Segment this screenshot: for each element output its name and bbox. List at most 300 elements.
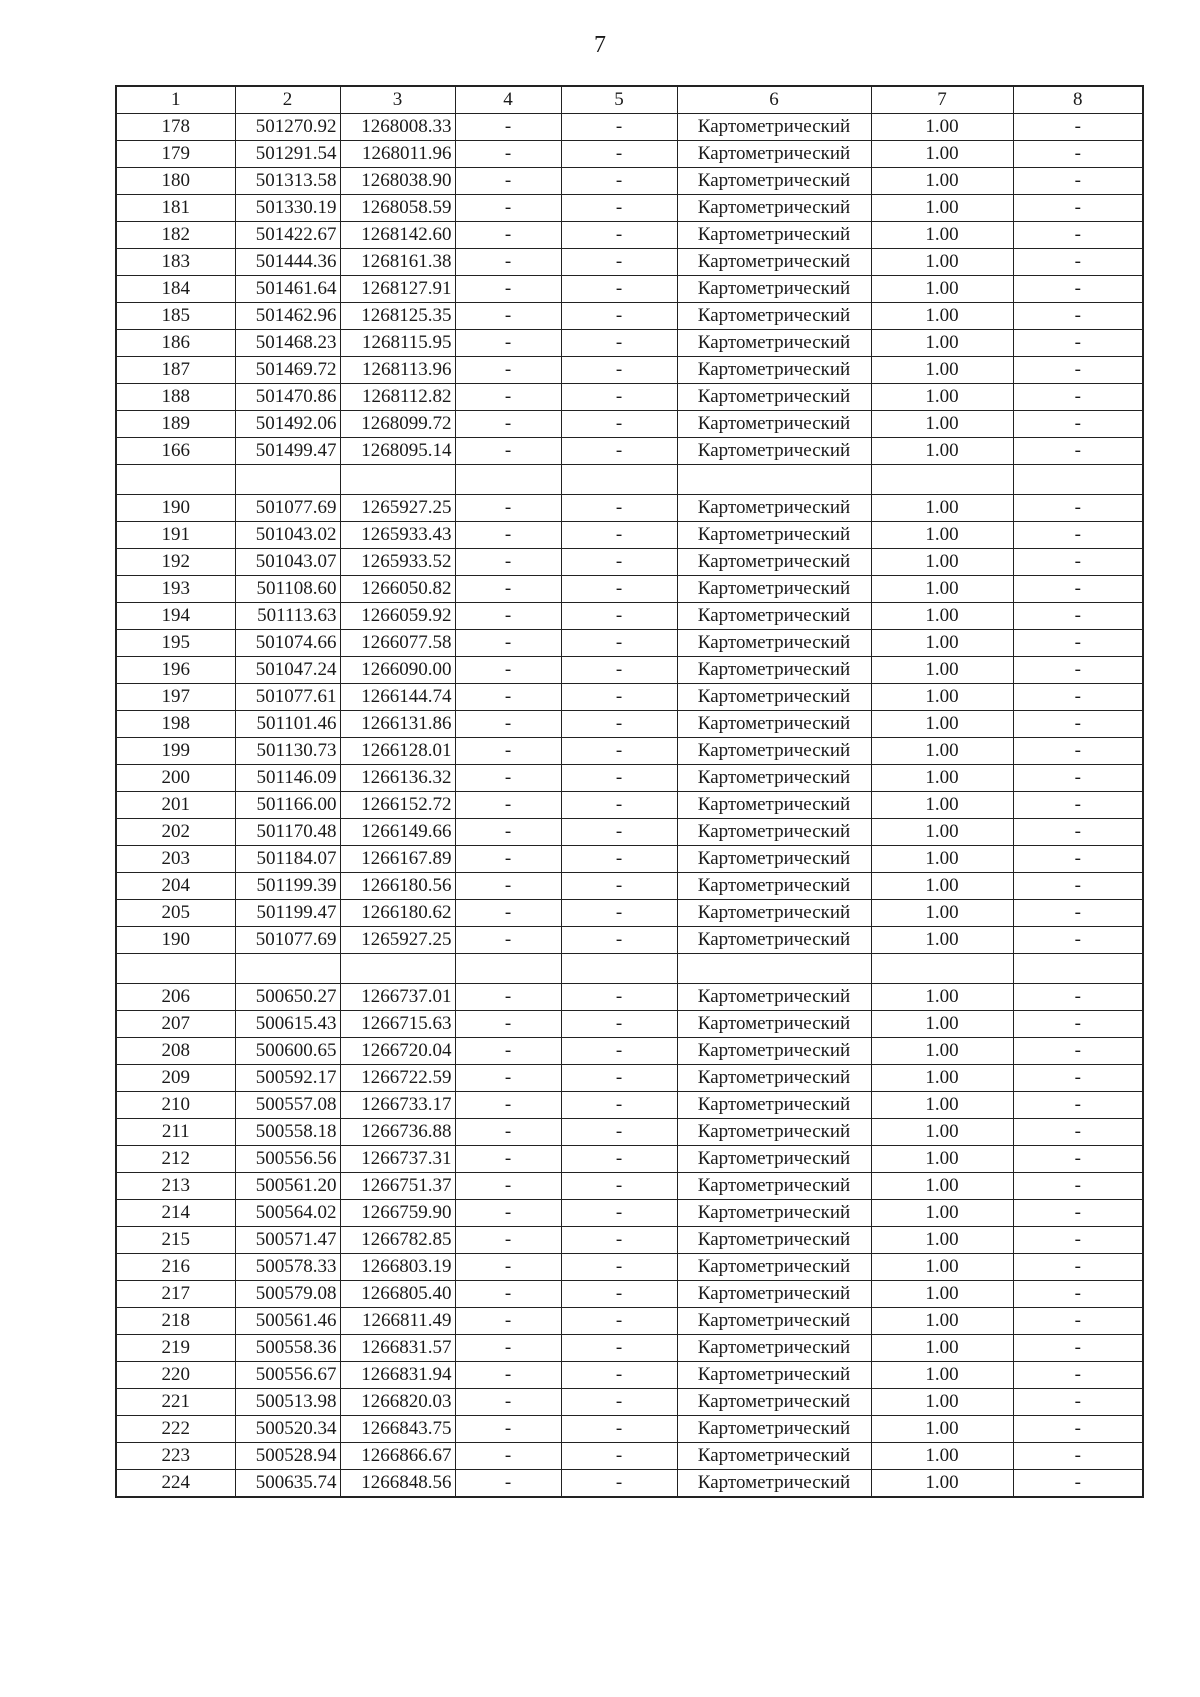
column-5-cell: -	[561, 495, 677, 522]
table-row	[116, 276, 1143, 303]
coordinates-table-container	[115, 85, 1144, 1498]
point-number-cell: 198	[116, 711, 235, 738]
y-coordinate-cell: 1266167.89	[340, 846, 455, 873]
column-4-cell: -	[455, 927, 561, 954]
column-8-cell: -	[1013, 1038, 1143, 1065]
y-coordinate-cell: 1266811.49	[340, 1308, 455, 1335]
accuracy-cell: 1.00	[871, 1362, 1013, 1389]
x-coordinate-cell: 501444.36	[235, 249, 340, 276]
point-number-cell: 166	[116, 438, 235, 465]
point-number-cell: 180	[116, 168, 235, 195]
x-coordinate-cell: 500561.46	[235, 1308, 340, 1335]
x-coordinate-cell: 501468.23	[235, 330, 340, 357]
column-5-cell: -	[561, 330, 677, 357]
x-coordinate-cell: 501184.07	[235, 846, 340, 873]
column-4-cell: -	[455, 411, 561, 438]
column-8-cell: -	[1013, 576, 1143, 603]
column-8-cell: -	[1013, 927, 1143, 954]
accuracy-cell: 1.00	[871, 438, 1013, 465]
y-coordinate-cell: 1266866.67	[340, 1443, 455, 1470]
column-4-cell: -	[455, 141, 561, 168]
column-8-cell: -	[1013, 141, 1143, 168]
point-number-cell: 221	[116, 1389, 235, 1416]
column-8-cell: -	[1013, 630, 1143, 657]
table-row	[116, 873, 1143, 900]
column-8-cell: -	[1013, 1011, 1143, 1038]
method-cell: Картометрический	[677, 873, 871, 900]
table-row	[116, 1308, 1143, 1335]
y-coordinate-cell: 1266077.58	[340, 630, 455, 657]
table-row	[116, 1335, 1143, 1362]
column-8-cell: -	[1013, 114, 1143, 141]
empty-cell	[561, 465, 677, 495]
column-5-cell: -	[561, 1389, 677, 1416]
column-8-cell: -	[1013, 495, 1143, 522]
column-4-cell: -	[455, 630, 561, 657]
y-coordinate-cell: 1266751.37	[340, 1173, 455, 1200]
column-5-cell: -	[561, 1173, 677, 1200]
table-row	[116, 249, 1143, 276]
table-row	[116, 603, 1143, 630]
column-5-cell: -	[561, 846, 677, 873]
column-4-cell: -	[455, 549, 561, 576]
x-coordinate-cell: 500513.98	[235, 1389, 340, 1416]
point-number-cell: 190	[116, 927, 235, 954]
table-row	[116, 819, 1143, 846]
column-5-cell: -	[561, 357, 677, 384]
column-5-cell: -	[561, 1011, 677, 1038]
x-coordinate-cell: 500558.36	[235, 1335, 340, 1362]
column-4-cell: -	[455, 357, 561, 384]
column-4-cell: -	[455, 1119, 561, 1146]
y-coordinate-cell: 1268125.35	[340, 303, 455, 330]
column-5-cell: -	[561, 738, 677, 765]
column-4-cell: -	[455, 738, 561, 765]
y-coordinate-cell: 1266733.17	[340, 1092, 455, 1119]
column-5-cell: -	[561, 195, 677, 222]
point-number-cell: 203	[116, 846, 235, 873]
column-header: 4	[455, 86, 561, 114]
accuracy-cell: 1.00	[871, 576, 1013, 603]
x-coordinate-cell: 501101.46	[235, 711, 340, 738]
x-coordinate-cell: 500579.08	[235, 1281, 340, 1308]
column-5-cell: -	[561, 576, 677, 603]
column-4-cell: -	[455, 684, 561, 711]
accuracy-cell: 1.00	[871, 873, 1013, 900]
column-4-cell: -	[455, 1470, 561, 1498]
point-number-cell: 219	[116, 1335, 235, 1362]
column-8-cell: -	[1013, 276, 1143, 303]
point-number-cell: 179	[116, 141, 235, 168]
point-number-cell: 193	[116, 576, 235, 603]
column-5-cell: -	[561, 873, 677, 900]
column-header: 3	[340, 86, 455, 114]
y-coordinate-cell: 1266720.04	[340, 1038, 455, 1065]
column-5-cell: -	[561, 249, 677, 276]
x-coordinate-cell: 501047.24	[235, 657, 340, 684]
y-coordinate-cell: 1266831.94	[340, 1362, 455, 1389]
column-8-cell: -	[1013, 657, 1143, 684]
y-coordinate-cell: 1268161.38	[340, 249, 455, 276]
accuracy-cell: 1.00	[871, 303, 1013, 330]
table-row	[116, 222, 1143, 249]
y-coordinate-cell: 1265927.25	[340, 495, 455, 522]
column-8-cell: -	[1013, 438, 1143, 465]
column-5-cell: -	[561, 684, 677, 711]
column-4-cell: -	[455, 522, 561, 549]
accuracy-cell: 1.00	[871, 1065, 1013, 1092]
point-number-cell: 214	[116, 1200, 235, 1227]
method-cell: Картометрический	[677, 249, 871, 276]
column-5-cell: -	[561, 1362, 677, 1389]
accuracy-cell: 1.00	[871, 603, 1013, 630]
point-number-cell: 206	[116, 984, 235, 1011]
accuracy-cell: 1.00	[871, 168, 1013, 195]
accuracy-cell: 1.00	[871, 684, 1013, 711]
column-5-cell: -	[561, 384, 677, 411]
method-cell: Картометрический	[677, 411, 871, 438]
method-cell: Картометрический	[677, 1416, 871, 1443]
column-4-cell: -	[455, 249, 561, 276]
column-5-cell: -	[561, 711, 677, 738]
method-cell: Картометрический	[677, 711, 871, 738]
column-5-cell: -	[561, 1200, 677, 1227]
table-row	[116, 792, 1143, 819]
method-cell: Картометрический	[677, 168, 871, 195]
point-number-cell: 204	[116, 873, 235, 900]
column-4-cell: -	[455, 1443, 561, 1470]
table-row	[116, 984, 1143, 1011]
y-coordinate-cell: 1266144.74	[340, 684, 455, 711]
column-5-cell: -	[561, 603, 677, 630]
column-8-cell: -	[1013, 411, 1143, 438]
coordinates-table	[115, 85, 1144, 1498]
y-coordinate-cell: 1268099.72	[340, 411, 455, 438]
accuracy-cell: 1.00	[871, 249, 1013, 276]
y-coordinate-cell: 1265933.52	[340, 549, 455, 576]
x-coordinate-cell: 500528.94	[235, 1443, 340, 1470]
x-coordinate-cell: 500600.65	[235, 1038, 340, 1065]
accuracy-cell: 1.00	[871, 276, 1013, 303]
column-4-cell: -	[455, 195, 561, 222]
column-8-cell: -	[1013, 738, 1143, 765]
column-4-cell: -	[455, 1362, 561, 1389]
method-cell: Картометрический	[677, 819, 871, 846]
column-8-cell: -	[1013, 792, 1143, 819]
column-4-cell: -	[455, 873, 561, 900]
table-row	[116, 1389, 1143, 1416]
y-coordinate-cell: 1266090.00	[340, 657, 455, 684]
table-row	[116, 576, 1143, 603]
y-coordinate-cell: 1266759.90	[340, 1200, 455, 1227]
point-number-cell: 178	[116, 114, 235, 141]
y-coordinate-cell: 1266136.32	[340, 765, 455, 792]
column-4-cell: -	[455, 1308, 561, 1335]
point-number-cell: 222	[116, 1416, 235, 1443]
column-8-cell: -	[1013, 1308, 1143, 1335]
table-row	[116, 1227, 1143, 1254]
table-row	[116, 114, 1143, 141]
accuracy-cell: 1.00	[871, 1470, 1013, 1498]
table-row	[116, 1470, 1143, 1498]
method-cell: Картометрический	[677, 630, 871, 657]
x-coordinate-cell: 500592.17	[235, 1065, 340, 1092]
column-5-cell: -	[561, 1038, 677, 1065]
method-cell: Картометрический	[677, 1443, 871, 1470]
y-coordinate-cell: 1268008.33	[340, 114, 455, 141]
column-5-cell: -	[561, 1335, 677, 1362]
table-row	[116, 1281, 1143, 1308]
column-8-cell: -	[1013, 1416, 1143, 1443]
column-4-cell: -	[455, 1011, 561, 1038]
accuracy-cell: 1.00	[871, 1038, 1013, 1065]
table-row	[116, 303, 1143, 330]
table-row	[116, 549, 1143, 576]
y-coordinate-cell: 1266820.03	[340, 1389, 455, 1416]
table-row	[116, 684, 1143, 711]
column-5-cell: -	[561, 1227, 677, 1254]
point-number-cell: 182	[116, 222, 235, 249]
method-cell: Картометрический	[677, 114, 871, 141]
column-8-cell: -	[1013, 1173, 1143, 1200]
column-4-cell: -	[455, 1146, 561, 1173]
table-row	[116, 1119, 1143, 1146]
table-header-row	[116, 86, 1143, 114]
y-coordinate-cell: 1266737.31	[340, 1146, 455, 1173]
x-coordinate-cell: 501199.39	[235, 873, 340, 900]
column-4-cell: -	[455, 168, 561, 195]
separator-row	[116, 465, 1143, 495]
accuracy-cell: 1.00	[871, 900, 1013, 927]
column-8-cell: -	[1013, 522, 1143, 549]
accuracy-cell: 1.00	[871, 1389, 1013, 1416]
method-cell: Картометрический	[677, 657, 871, 684]
table-row	[116, 330, 1143, 357]
table-row	[116, 846, 1143, 873]
table-row	[116, 411, 1143, 438]
point-number-cell: 183	[116, 249, 235, 276]
column-header: 5	[561, 86, 677, 114]
method-cell: Картометрический	[677, 1200, 871, 1227]
method-cell: Картометрический	[677, 738, 871, 765]
accuracy-cell: 1.00	[871, 1011, 1013, 1038]
column-8-cell: -	[1013, 1065, 1143, 1092]
y-coordinate-cell: 1266736.88	[340, 1119, 455, 1146]
table-row	[116, 738, 1143, 765]
column-5-cell: -	[561, 765, 677, 792]
column-5-cell: -	[561, 1470, 677, 1498]
point-number-cell: 216	[116, 1254, 235, 1281]
empty-cell	[871, 465, 1013, 495]
column-8-cell: -	[1013, 684, 1143, 711]
y-coordinate-cell: 1268113.96	[340, 357, 455, 384]
point-number-cell: 191	[116, 522, 235, 549]
column-5-cell: -	[561, 114, 677, 141]
column-8-cell: -	[1013, 330, 1143, 357]
x-coordinate-cell: 501313.58	[235, 168, 340, 195]
method-cell: Картометрический	[677, 846, 871, 873]
y-coordinate-cell: 1266131.86	[340, 711, 455, 738]
column-8-cell: -	[1013, 1362, 1143, 1389]
table-row	[116, 900, 1143, 927]
table-row	[116, 1173, 1143, 1200]
table-row	[116, 495, 1143, 522]
accuracy-cell: 1.00	[871, 1173, 1013, 1200]
column-4-cell: -	[455, 1200, 561, 1227]
method-cell: Картометрический	[677, 1011, 871, 1038]
empty-cell	[677, 465, 871, 495]
accuracy-cell: 1.00	[871, 384, 1013, 411]
table-row	[116, 195, 1143, 222]
x-coordinate-cell: 501291.54	[235, 141, 340, 168]
column-4-cell: -	[455, 1416, 561, 1443]
method-cell: Картометрический	[677, 900, 871, 927]
column-4-cell: -	[455, 576, 561, 603]
table-row	[116, 357, 1143, 384]
point-number-cell: 186	[116, 330, 235, 357]
column-5-cell: -	[561, 411, 677, 438]
point-number-cell: 210	[116, 1092, 235, 1119]
accuracy-cell: 1.00	[871, 1308, 1013, 1335]
column-8-cell: -	[1013, 357, 1143, 384]
x-coordinate-cell: 500556.67	[235, 1362, 340, 1389]
accuracy-cell: 1.00	[871, 357, 1013, 384]
x-coordinate-cell: 501113.63	[235, 603, 340, 630]
method-cell: Картометрический	[677, 1470, 871, 1498]
column-4-cell: -	[455, 1065, 561, 1092]
point-number-cell: 196	[116, 657, 235, 684]
x-coordinate-cell: 500520.34	[235, 1416, 340, 1443]
column-header: 1	[116, 86, 235, 114]
x-coordinate-cell: 501077.69	[235, 927, 340, 954]
column-5-cell: -	[561, 1119, 677, 1146]
y-coordinate-cell: 1268115.95	[340, 330, 455, 357]
y-coordinate-cell: 1266722.59	[340, 1065, 455, 1092]
point-number-cell: 211	[116, 1119, 235, 1146]
column-8-cell: -	[1013, 1227, 1143, 1254]
table-row	[116, 1092, 1143, 1119]
x-coordinate-cell: 501130.73	[235, 738, 340, 765]
column-4-cell: -	[455, 765, 561, 792]
column-8-cell: -	[1013, 1443, 1143, 1470]
method-cell: Картометрический	[677, 222, 871, 249]
method-cell: Картометрический	[677, 1227, 871, 1254]
column-4-cell: -	[455, 1335, 561, 1362]
point-number-cell: 197	[116, 684, 235, 711]
empty-cell	[340, 954, 455, 984]
y-coordinate-cell: 1266803.19	[340, 1254, 455, 1281]
y-coordinate-cell: 1268127.91	[340, 276, 455, 303]
x-coordinate-cell: 501330.19	[235, 195, 340, 222]
column-8-cell: -	[1013, 900, 1143, 927]
x-coordinate-cell: 501199.47	[235, 900, 340, 927]
y-coordinate-cell: 1268038.90	[340, 168, 455, 195]
column-5-cell: -	[561, 522, 677, 549]
table-row	[116, 927, 1143, 954]
column-8-cell: -	[1013, 711, 1143, 738]
table-row	[116, 1146, 1143, 1173]
empty-cell	[561, 954, 677, 984]
point-number-cell: 200	[116, 765, 235, 792]
column-8-cell: -	[1013, 1281, 1143, 1308]
accuracy-cell: 1.00	[871, 1119, 1013, 1146]
column-5-cell: -	[561, 792, 677, 819]
x-coordinate-cell: 501422.67	[235, 222, 340, 249]
x-coordinate-cell: 501470.86	[235, 384, 340, 411]
accuracy-cell: 1.00	[871, 522, 1013, 549]
column-4-cell: -	[455, 657, 561, 684]
point-number-cell: 199	[116, 738, 235, 765]
method-cell: Картометрический	[677, 549, 871, 576]
column-8-cell: -	[1013, 384, 1143, 411]
point-number-cell: 213	[116, 1173, 235, 1200]
method-cell: Картометрический	[677, 1335, 871, 1362]
column-header: 7	[871, 86, 1013, 114]
table-row	[116, 1362, 1143, 1389]
point-number-cell: 189	[116, 411, 235, 438]
y-coordinate-cell: 1266715.63	[340, 1011, 455, 1038]
y-coordinate-cell: 1268142.60	[340, 222, 455, 249]
point-number-cell: 185	[116, 303, 235, 330]
column-5-cell: -	[561, 1065, 677, 1092]
point-number-cell: 192	[116, 549, 235, 576]
table-row	[116, 657, 1143, 684]
table-row	[116, 168, 1143, 195]
column-header: 6	[677, 86, 871, 114]
accuracy-cell: 1.00	[871, 411, 1013, 438]
x-coordinate-cell: 501492.06	[235, 411, 340, 438]
method-cell: Картометрический	[677, 1038, 871, 1065]
point-number-cell: 205	[116, 900, 235, 927]
column-5-cell: -	[561, 927, 677, 954]
column-8-cell: -	[1013, 765, 1143, 792]
method-cell: Картометрический	[677, 1254, 871, 1281]
column-8-cell: -	[1013, 984, 1143, 1011]
accuracy-cell: 1.00	[871, 984, 1013, 1011]
separator-row	[116, 954, 1143, 984]
table-row	[116, 765, 1143, 792]
point-number-cell: 215	[116, 1227, 235, 1254]
column-4-cell: -	[455, 114, 561, 141]
column-5-cell: -	[561, 1146, 677, 1173]
x-coordinate-cell: 500564.02	[235, 1200, 340, 1227]
method-cell: Картометрический	[677, 522, 871, 549]
table-row	[116, 1065, 1143, 1092]
x-coordinate-cell: 501043.07	[235, 549, 340, 576]
accuracy-cell: 1.00	[871, 765, 1013, 792]
x-coordinate-cell: 500615.43	[235, 1011, 340, 1038]
y-coordinate-cell: 1265933.43	[340, 522, 455, 549]
y-coordinate-cell: 1266831.57	[340, 1335, 455, 1362]
column-8-cell: -	[1013, 1146, 1143, 1173]
x-coordinate-cell: 500578.33	[235, 1254, 340, 1281]
point-number-cell: 218	[116, 1308, 235, 1335]
table-row	[116, 1254, 1143, 1281]
empty-cell	[455, 465, 561, 495]
column-8-cell: -	[1013, 873, 1143, 900]
column-5-cell: -	[561, 1092, 677, 1119]
column-4-cell: -	[455, 1254, 561, 1281]
column-5-cell: -	[561, 657, 677, 684]
column-4-cell: -	[455, 1173, 561, 1200]
column-8-cell: -	[1013, 1119, 1143, 1146]
method-cell: Картометрический	[677, 927, 871, 954]
y-coordinate-cell: 1266180.62	[340, 900, 455, 927]
column-8-cell: -	[1013, 195, 1143, 222]
accuracy-cell: 1.00	[871, 1254, 1013, 1281]
column-5-cell: -	[561, 141, 677, 168]
column-4-cell: -	[455, 222, 561, 249]
